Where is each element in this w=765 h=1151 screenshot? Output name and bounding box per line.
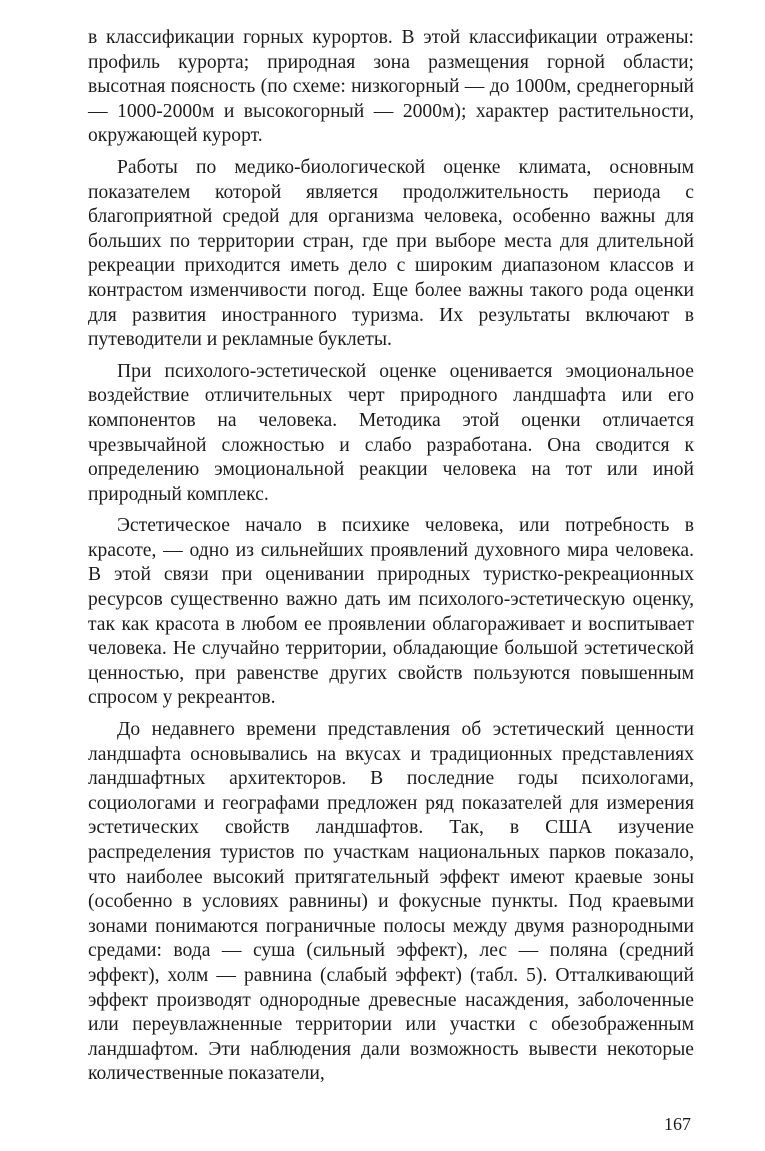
paragraph-climate-assessment: Работы по медико-биологической оценке климата, основным показателем которой является продолжительность периода с благоприятной средой для организма человека, особенно важны для больших по территории стран, где при выборе места для длительной рекреации приходится иметь дело с широким диапазоном классов и контрастом изменчивости погод. Еще более важны такого рода оценки для развития иностранного туризма. Их результаты включают в путеводители и рекламные буклеты. xyxy=(88,156,694,351)
page-body xyxy=(88,26,694,1087)
paragraph-psycho-aesthetic: При психолого-эстетической оценке оценивается эмоциональное воздействие отличительных черт природного ландшафта или его компонентов на человека. Методика этой оценки отличается чрезвычайной сложностью и слабо разработана. Она сводится к определению эмоциональной реакции человека на тот или иной природный комплекс. xyxy=(88,360,694,505)
paragraph-landscape-value: До недавнего времени представления об эстетический ценности ландшафта основывались на вкусах и традиционных представлениях ландшафтных архитекторов. В последние годы психологами, социологами и географами предложен ряд показателей для измерения эстетических свойств ландшафтов. Так, в США изучение распределения туристов по участкам национальных парков показало, что наиболее высокий притягательный эффект имеют краевые зоны (особенно в условиях равнины) и фокусные пункты. Под краевыми зонами понимаются пограничные полосы между двумя разнородными средами: вода — суша (сильный эффект), лес — поляна (средний эффект), холм — равнина (слабый эффект) (табл. 5). Отталкивающий эффект производят однородные древесные насаждения, заболоченные или переувлажненные территории или участки с обезображенным ландшафтом. Эти наблюдения дали возможность вывести некоторые количественные показатели, xyxy=(88,719,694,1085)
paragraph-aesthetic-beginning: Эстетическое начало в психике человека, или потребность в красоте, — одно из сильнейших проявлений духовного мира человека. В этой связи при оценивании природных туристко-рекреационных ресурсов существенно важно дать им психолого-эстетическую оценку, так как красота в любом ее проявлении облагораживает и воспитывает человека. Не случайно территории, обладающие большой эстетической ценностью, при равенстве других свойств пользуются повышенным спросом у рекреантов. xyxy=(88,515,694,709)
paragraph-continuation: в классификации горных курортов. В этой классификации отражены: профиль курорта; природная зона размещения горной области; высотная поясность (по схеме: низкогорный — до 1000м, среднегорный — 1000-2000м и высокогорный — 2000м); характер растительности, окружающей курорт. xyxy=(88,27,694,147)
page-number: 167 xyxy=(664,1114,691,1134)
